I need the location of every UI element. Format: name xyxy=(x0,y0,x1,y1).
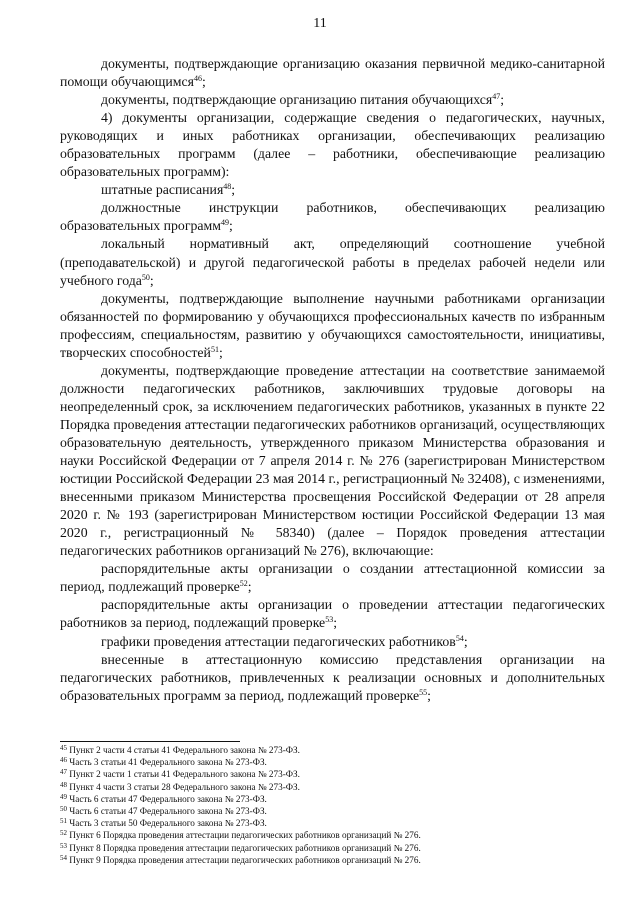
paragraph-tail: ; xyxy=(149,272,154,288)
paragraph-text: документы, подтверждающие выполнение научными работниками организации обязанностей по формированию у обучающихся профессиональных качеств по избранным профессиям, специальностям, развитию у обучающихся самостоятельности, инициативы, творческих способностей xyxy=(60,290,605,360)
footnote xyxy=(60,805,605,817)
document-body xyxy=(60,55,605,705)
paragraph-tail: ; xyxy=(201,74,206,90)
footnote xyxy=(60,829,605,841)
footnote-text: Часть 3 статьи 41 Федерального закона № 273-ФЗ. xyxy=(69,757,267,768)
footnote-number: 47 xyxy=(60,768,67,777)
paragraph-text: внесенные в аттестационную комиссию представления организации на педагогических работников, привлеченных к реализации основных и дополнительных образовательных программ за период, подлежащий проверке xyxy=(60,651,605,703)
footnote xyxy=(60,793,605,805)
paragraph-text: должностные инструкции работников, обеспечивающих реализацию образовательных программ xyxy=(60,200,605,234)
paragraph-tail: ; xyxy=(231,182,236,198)
footnote-text: Часть 3 статьи 50 Федерального закона № 273-ФЗ. xyxy=(69,818,267,829)
footnotes xyxy=(60,744,605,866)
footnote-number: 50 xyxy=(60,805,67,814)
paragraph-tail: ; xyxy=(500,92,505,108)
footnote-ref[interactable]: 52 xyxy=(239,579,248,589)
footnote-ref[interactable]: 48 xyxy=(223,182,232,192)
paragraph xyxy=(60,290,605,362)
footnote-ref[interactable]: 54 xyxy=(455,633,464,643)
footnote-ref[interactable]: 53 xyxy=(325,615,334,625)
page-number: 11 xyxy=(313,16,327,31)
footnote-number: 46 xyxy=(60,756,67,765)
paragraph xyxy=(60,109,605,181)
footnote-ref[interactable]: 55 xyxy=(419,687,428,697)
footnote-text: Пункт 2 части 4 статьи 41 Федерального закона № 273-ФЗ. xyxy=(69,745,300,755)
paragraph xyxy=(60,362,605,561)
paragraph-text: распорядительные акты организации о проведении аттестации педагогических работников за период, подлежащий проверке xyxy=(60,597,605,631)
footnote-number: 51 xyxy=(60,817,67,826)
paragraph xyxy=(60,651,605,705)
paragraph-tail: ; xyxy=(228,218,233,234)
footnote-text: Часть 6 статьи 47 Федерального закона № 273-ФЗ. xyxy=(69,806,267,817)
paragraph xyxy=(60,199,605,235)
paragraph xyxy=(60,91,605,109)
paragraph xyxy=(60,560,605,596)
paragraph-tail: ; xyxy=(218,344,223,360)
footnote-text: Часть 6 статьи 47 Федерального закона № 273-ФЗ. xyxy=(69,793,267,804)
paragraph-text: распорядительные акты организации о создании аттестационной комиссии за период, подлежащий проверке xyxy=(60,561,605,595)
paragraph-text: графики проведения аттестации педагогических работников xyxy=(101,633,456,649)
paragraph xyxy=(60,633,605,651)
footnote xyxy=(60,744,605,756)
footnote-ref[interactable]: 47 xyxy=(492,92,501,102)
footnote-ref[interactable]: 50 xyxy=(141,272,150,282)
footnote-text: Пункт 2 части 1 статьи 41 Федерального закона № 273-ФЗ. xyxy=(69,769,300,780)
footnote-ref[interactable]: 51 xyxy=(210,344,219,354)
paragraph-tail: ; xyxy=(463,633,468,649)
footnote-ref[interactable]: 49 xyxy=(220,218,229,228)
paragraph-text: 4) документы организации, содержащие сведения о педагогических, научных, руководящих и иных работниках организации, обеспечивающих реализацию образовательных программ (далее – работники, обеспечивающие реализацию образовательных программ): xyxy=(60,110,605,180)
footnote-number: 45 xyxy=(60,744,67,752)
footnote-text: Пункт 9 Порядка проведения аттестации педагогических работников организаций № 276. xyxy=(69,854,421,865)
footnote-number: 49 xyxy=(60,792,67,801)
paragraph xyxy=(60,181,605,199)
footnote-number: 52 xyxy=(60,829,67,838)
footnote xyxy=(60,781,605,793)
paragraph xyxy=(60,55,605,91)
paragraph-tail: ; xyxy=(427,687,432,703)
footnote xyxy=(60,756,605,768)
paragraph-tail: ; xyxy=(333,615,338,631)
footnote-number: 53 xyxy=(60,841,67,850)
paragraph xyxy=(60,235,605,289)
paragraph-text: документы, подтверждающие организацию питания обучающихся xyxy=(101,92,493,108)
footnote-text: Пункт 4 части 3 статьи 28 Федерального закона № 273-ФЗ. xyxy=(69,781,300,792)
footnote xyxy=(60,854,605,866)
paragraph xyxy=(60,596,605,632)
paragraph-text: локальный нормативный акт, определяющий соотношение учебной (преподавательской) и другой педагогической работы в пределах рабочей недели или учебного года xyxy=(60,236,605,288)
footnote-separator xyxy=(60,741,240,742)
paragraph-text: документы, подтверждающие организацию оказания первичной медико-санитарной помощи обучающимся xyxy=(60,56,605,90)
footnote-text: Пункт 6 Порядка проведения аттестации педагогических работников организаций № 276. xyxy=(69,830,421,841)
footnote xyxy=(60,768,605,780)
paragraph-text: документы, подтверждающие проведение аттестации на соответствие занимаемой должности педагогических работников, заключивших трудовые договоры на неопределенный срок, за исключением педагогических работников, указанных в пункте 22 Порядка проведения аттестации педагогических работников организаций, осуществляющих образовательную деятельность, утвержденного приказом Министерства образования и науки Российской Федерации от 7 апреля 2014 г. № 276 (зарегистрирован Министерством юстиции Российской Федерации 23 мая 2014 г., регистрационный № 32408), с изменениями, внесенными приказом Министерства просвещения Российской Федерации от 28 апреля 2020 г. № 193 (зарегистрирован Министерством юстиции Российской Федерации 13 мая 2020 г., регистрационный № 58340) (далее – Порядок проведения аттестации педагогических работников организаций № 276), включающие: xyxy=(60,362,605,559)
paragraph-tail: ; xyxy=(247,579,252,595)
paragraph-text: штатные расписания xyxy=(101,182,224,198)
footnote-text: Пункт 8 Порядка проведения аттестации педагогических работников организаций № 276. xyxy=(69,842,421,853)
footnote-number: 48 xyxy=(60,780,67,789)
footnote xyxy=(60,842,605,854)
footnote-number: 54 xyxy=(60,853,67,862)
footnote xyxy=(60,817,605,829)
footnote-ref[interactable]: 46 xyxy=(193,74,202,84)
